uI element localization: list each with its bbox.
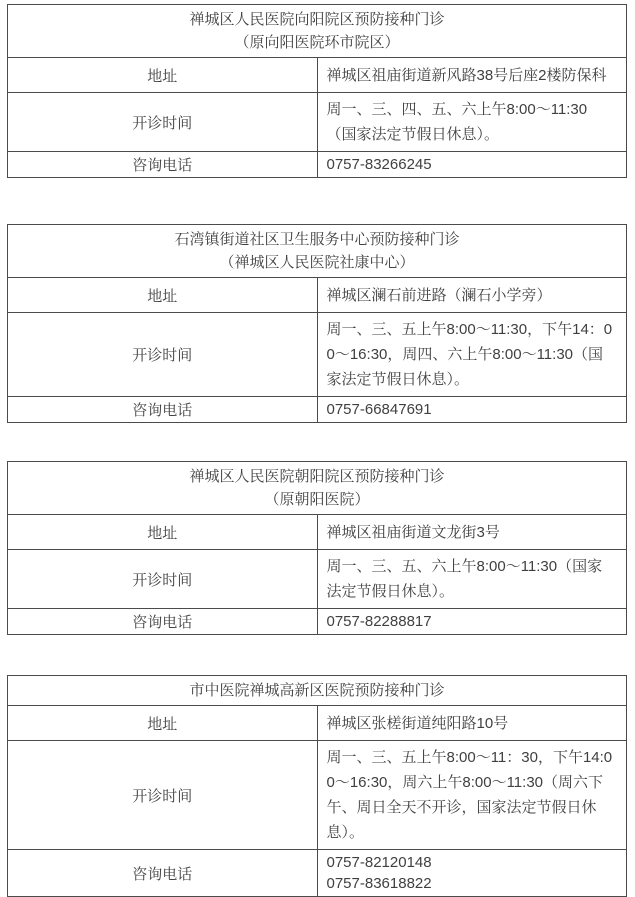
clinic-title: 石湾镇街道社区卫生服务中心预防接种门诊 [174,231,460,248]
clinic-title: 禅城区人民医院向阳院区预防接种门诊 [189,11,445,28]
clinic-title-cell [8,5,627,58]
clinic-title-cell [8,462,627,515]
address-row [8,58,627,93]
address-value: 禅城区张槎街道纯阳路10号 [317,706,627,741]
address-label: 地址 [8,58,318,93]
address-value: 禅城区祖庙街道新风路38号后座2楼防保科 [317,58,627,93]
hours-label: 开诊时间 [8,741,318,850]
hours-row [8,313,627,397]
address-label: 地址 [8,278,318,313]
hours-value: 周一、三、五上午8:00～11：30，下午14:00～16:30，周六上午8:00～11:30（周六下午、周日全天不开诊，国家法定节假日休息）。 [317,741,627,850]
phone-row [8,609,627,635]
address-label: 地址 [8,515,318,550]
clinic-table-chaoyang [7,461,627,635]
phone-number: 0757-82288817 [326,613,432,630]
clinic-title-row [8,225,627,278]
clinic-title-row [8,5,627,58]
clinic-title: 市中医院禅城高新区医院预防接种门诊 [189,682,445,699]
phone-label: 咨询电话 [8,152,318,178]
clinic-title-cell [8,225,627,278]
address-row [8,278,627,313]
phone-number: 0757-83266245 [326,156,432,173]
clinic-subtitle: （禅城区人民医院社康中心） [219,254,415,271]
hours-label: 开诊时间 [8,550,318,609]
clinic-table-xiangyang [7,4,627,178]
clinic-title-row [8,462,627,515]
address-value: 禅城区澜石前进路（澜石小学旁） [317,278,627,313]
hours-value: 周一、三、五上午8:00～11:30，下午14：00～16:30，周四、六上午8:00～11:30（国家法定节假日休息）。 [317,313,627,397]
address-row [8,706,627,741]
clinic-title-row [8,676,627,706]
clinic-subtitle: （原向阳医院环市院区） [234,34,400,51]
phone-value [317,397,627,423]
hours-value: 周一、三、五、六上午8:00～11:30（国家法定节假日休息）。 [317,550,627,609]
clinic-title-cell [8,676,627,706]
phone-number: 0757-66847691 [326,401,432,418]
phone-label: 咨询电话 [8,609,318,635]
clinic-subtitle: （原朝阳医院） [264,491,370,508]
phone-row [8,850,627,897]
phone-number: 0757-82120148 [326,854,432,871]
phone-number: 0757-83618822 [326,875,432,892]
phone-row [8,397,627,423]
address-row [8,515,627,550]
clinic-title: 禅城区人民医院朝阳院区预防接种门诊 [189,468,445,485]
hours-label: 开诊时间 [8,93,318,152]
phone-row [8,152,627,178]
hours-row [8,93,627,152]
phone-value [317,609,627,635]
address-value: 禅城区祖庙街道文龙街3号 [317,515,627,550]
phone-value [317,850,627,897]
clinic-table-gaoxinqu [7,675,627,897]
hours-row [8,550,627,609]
hours-label: 开诊时间 [8,313,318,397]
phone-value [317,152,627,178]
hours-row [8,741,627,850]
address-label: 地址 [8,706,318,741]
clinic-table-shiwan [7,224,627,423]
hours-value: 周一、三、四、五、六上午8:00～11:30（国家法定节假日休息）。 [317,93,627,152]
phone-label: 咨询电话 [8,850,318,897]
phone-label: 咨询电话 [8,397,318,423]
